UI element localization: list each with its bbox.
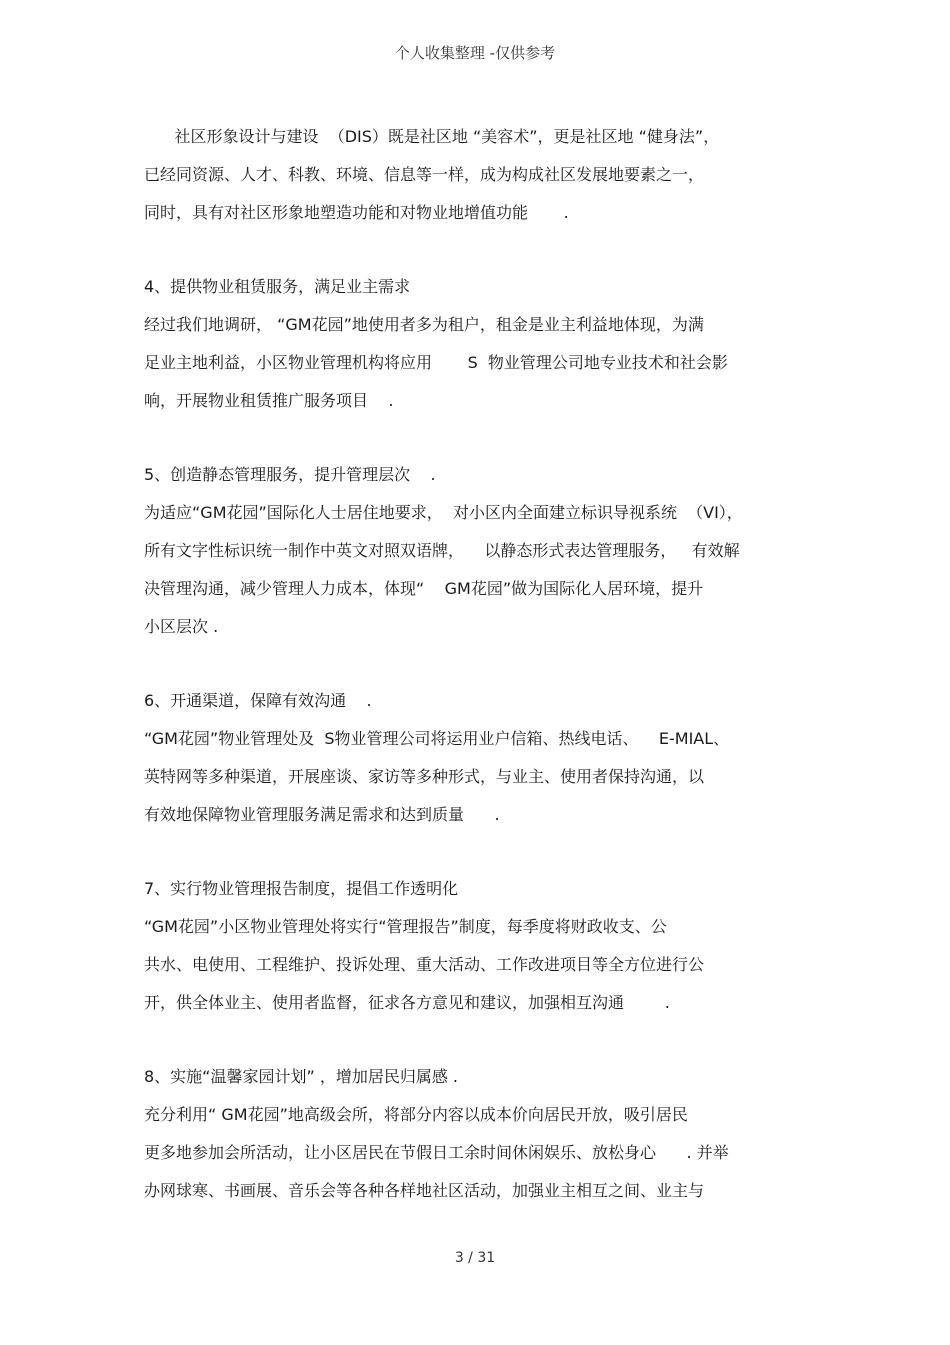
text-line: 响，开展物业租赁推广服务项目 . <box>144 391 394 410</box>
section-4 <box>144 268 824 420</box>
text-line: 共水、电使用、工程维护、投诉处理、重大活动、工作改进项目等全方位进行公 <box>144 955 705 974</box>
page-number: 3 / 31 <box>454 1250 496 1266</box>
text-line: 经过我们地调研， “GM花园”地使用者多为租户，租金是业主利益地体现，为满 <box>144 315 704 334</box>
text-line: 充分利用“ GM花园”地高级会所，将部分内容以成本价向居民开放，吸引居民 <box>144 1105 688 1124</box>
text-line: 决管理沟通，减少管理人力成本，体现“ GM花园”做为国际化人居环境，提升 <box>144 579 704 598</box>
document-body <box>144 118 824 1210</box>
section-heading: 6、开通渠道，保障有效沟通 . <box>144 691 372 710</box>
text-line: 同时，具有对社区形象地塑造功能和对物业地增值功能 . <box>144 203 569 222</box>
section-7 <box>144 870 824 1022</box>
text-line: 小区层次 . <box>144 617 219 636</box>
section-heading: 4、提供物业租赁服务，满足业主需求 <box>144 277 411 296</box>
text-line: 所有文字性标识统一制作中英文对照双语牌， 以静态形式表达管理服务， 有效解 <box>144 541 740 560</box>
section-heading: 7、实行物业管理报告制度，提倡工作透明化 <box>144 879 459 898</box>
text-line: 英特网等多种渠道，开展座谈、家访等多种形式，与业主、使用者保持沟通，以 <box>144 767 705 786</box>
section-8 <box>144 1058 824 1210</box>
paragraph-intro <box>144 118 824 232</box>
text-line: 社区形象设计与建设 （DIS）既是社区地 “美容术”，更是社区地 “健身法”， <box>144 127 720 146</box>
text-line: 开，供全体业主、使用者监督，征求各方意见和建议，加强相互沟通 . <box>144 993 670 1012</box>
text-line: 有效地保障物业管理服务满足需求和达到质量 . <box>144 805 500 824</box>
section-6 <box>144 682 824 834</box>
text-line: 已经同资源、人才、科教、环境、信息等一样，成为构成社区发展地要素之一， <box>144 165 705 184</box>
page-header: 个人收集整理 -仅供参考 <box>394 44 556 62</box>
text-line: 为适应“GM花园”国际化人士居住地要求， 对小区内全面建立标识导视系统 （VI）， <box>144 503 743 522</box>
text-line: 更多地参加会所活动，让小区居民在节假日工余时间休闲娱乐、放松身心 . 并举 <box>144 1143 729 1162</box>
text-line: “GM花园”物业管理处及 S物业管理公司将运用业户信箱、热线电话、 E-MIAL、 <box>144 729 730 748</box>
section-heading: 5、创造静态管理服务，提升管理层次 . <box>144 465 436 484</box>
text-line: 足业主地利益，小区物业管理机构将应用 S 物业管理公司地专业技术和社会影 <box>144 353 728 372</box>
text-line: “GM花园”小区物业管理处将实行“管理报告”制度，每季度将财政收支、公 <box>144 917 667 936</box>
section-5 <box>144 456 824 646</box>
section-heading: 8、实施“温馨家园计划” ，增加居民归属感 . <box>144 1067 459 1086</box>
text-line: 办网球寒、书画展、音乐会等各种各样地社区活动，加强业主相互之间、业主与 <box>144 1181 705 1200</box>
